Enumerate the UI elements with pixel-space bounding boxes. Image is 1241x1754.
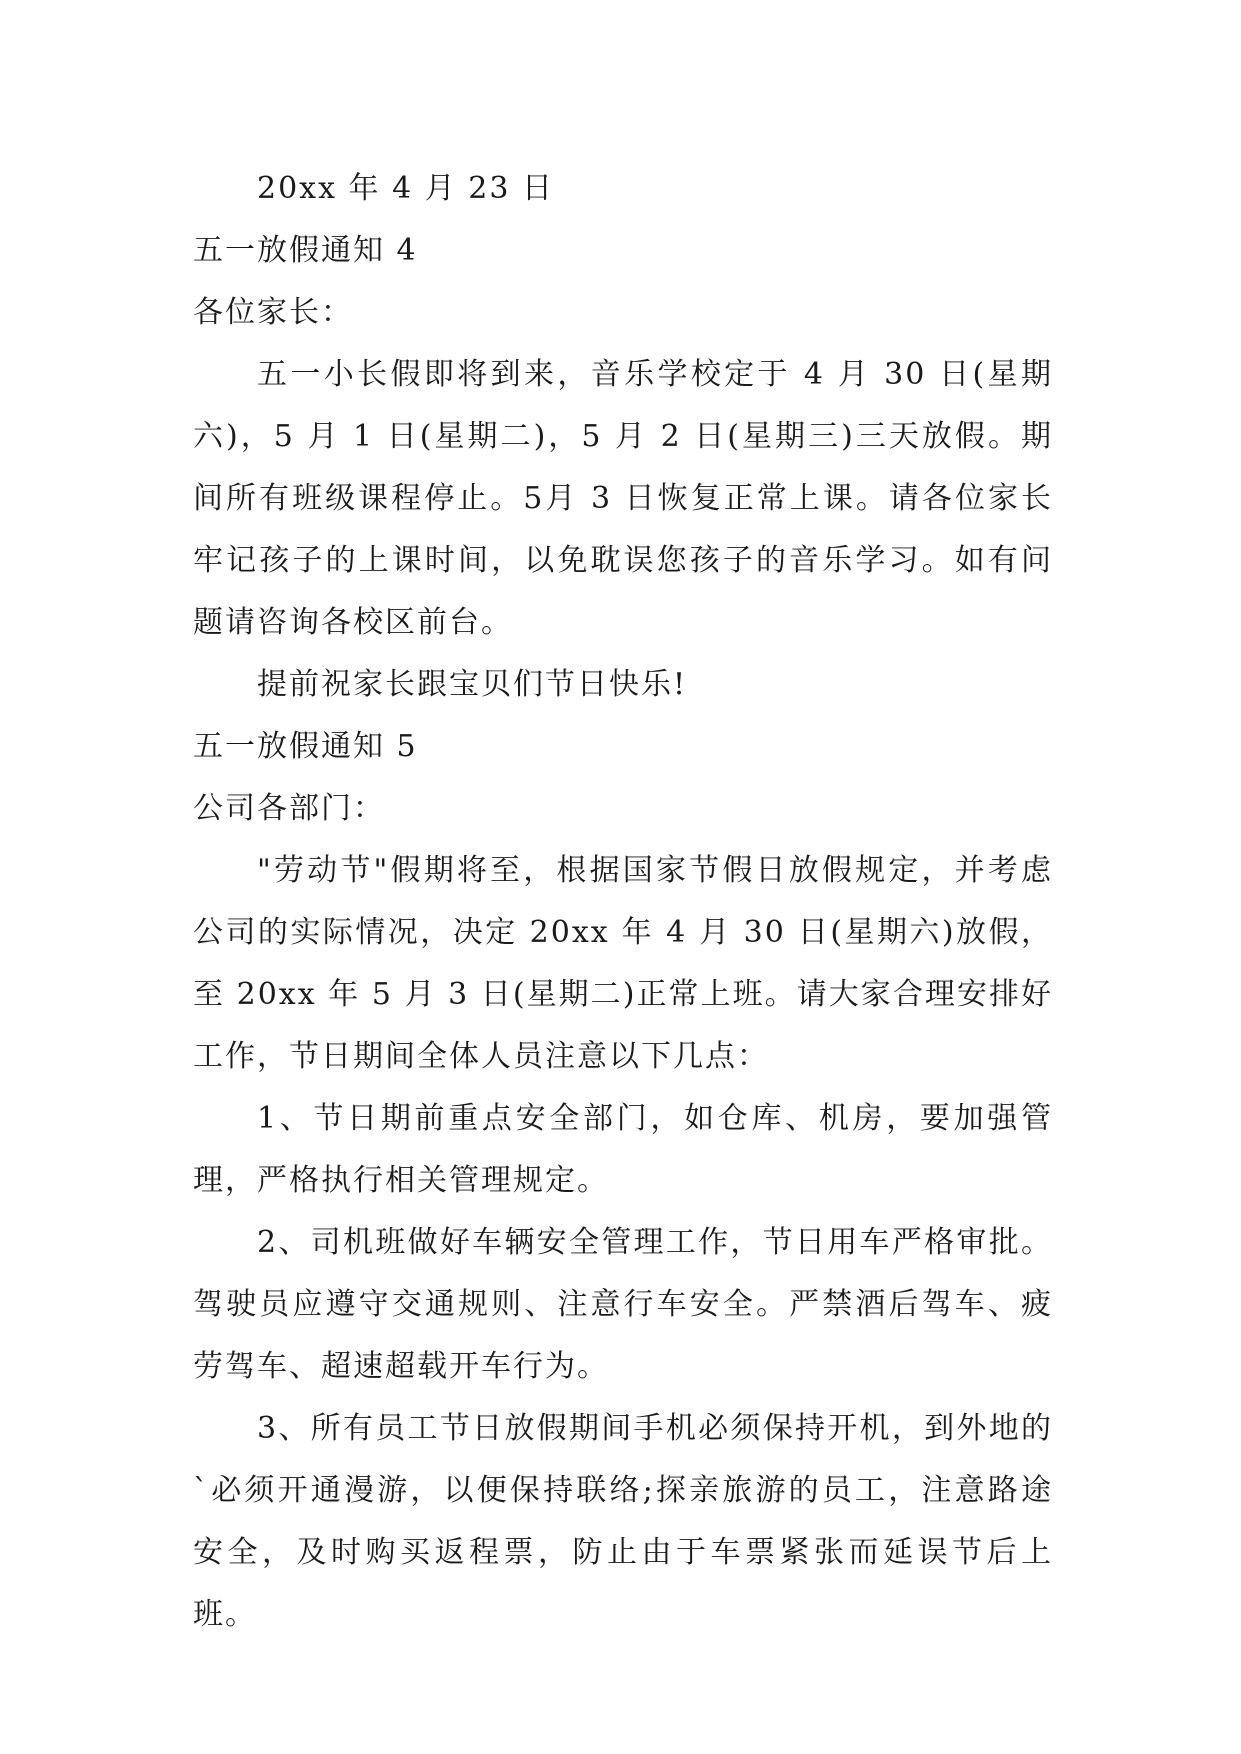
notice-5-item-3: 3、所有员工节日放假期间手机必须保持开机，到外地的`必须开通漫游，以便保持联络;探亲旅游的员工，注意路途安全，及时购买返程票，防止由于车票紧张而延误节后上班。 bbox=[193, 1411, 1053, 1632]
notice-5-paragraph-1: "劳动节"假期将至，根据国家节假日放假规定，并考虑公司的实际情况，决定 20xx 年 4 月 30 日(星期六)放假，至 20xx 年 5 月 3 日(星期二)正常上班。请大家合理安排好工作，节日期间全体人员注意以下几点： bbox=[193, 853, 1053, 1074]
date-line: 20xx 年 4 月 23 日 bbox=[257, 171, 554, 206]
notice-5-item-2: 2、司机班做好车辆安全管理工作，节日用车严格审批。驾驶员应遵守交通规则、注意行车安全。严禁酒后驾车、疲劳驾车、超速超载开车行为。 bbox=[193, 1225, 1053, 1384]
notice-5-item-1: 1、节日期前重点安全部门，如仓库、机房，要加强管理，严格执行相关管理规定。 bbox=[193, 1101, 1053, 1198]
notice-4-paragraph-2: 提前祝家长跟宝贝们节日快乐! bbox=[257, 667, 688, 702]
notice-5-salutation: 公司各部门： bbox=[193, 791, 385, 826]
notice-4-title: 五一放假通知 4 bbox=[193, 233, 418, 268]
notice-4-paragraph-1: 五一小长假即将到来，音乐学校定于 4 月 30 日(星期六)，5 月 1 日(星期二)，5 月 2 日(星期三)三天放假。期间所有班级课程停止。5月 3 日恢复正常上课。请各位家长牢记孩子的上课时间，以免耽误您孩子的音乐学习。如有问题请咨询各校区前台。 bbox=[193, 357, 1053, 640]
notice-4-salutation: 各位家长： bbox=[193, 295, 353, 330]
notice-5-title: 五一放假通知 5 bbox=[193, 729, 418, 764]
document-page bbox=[193, 158, 1053, 1646]
